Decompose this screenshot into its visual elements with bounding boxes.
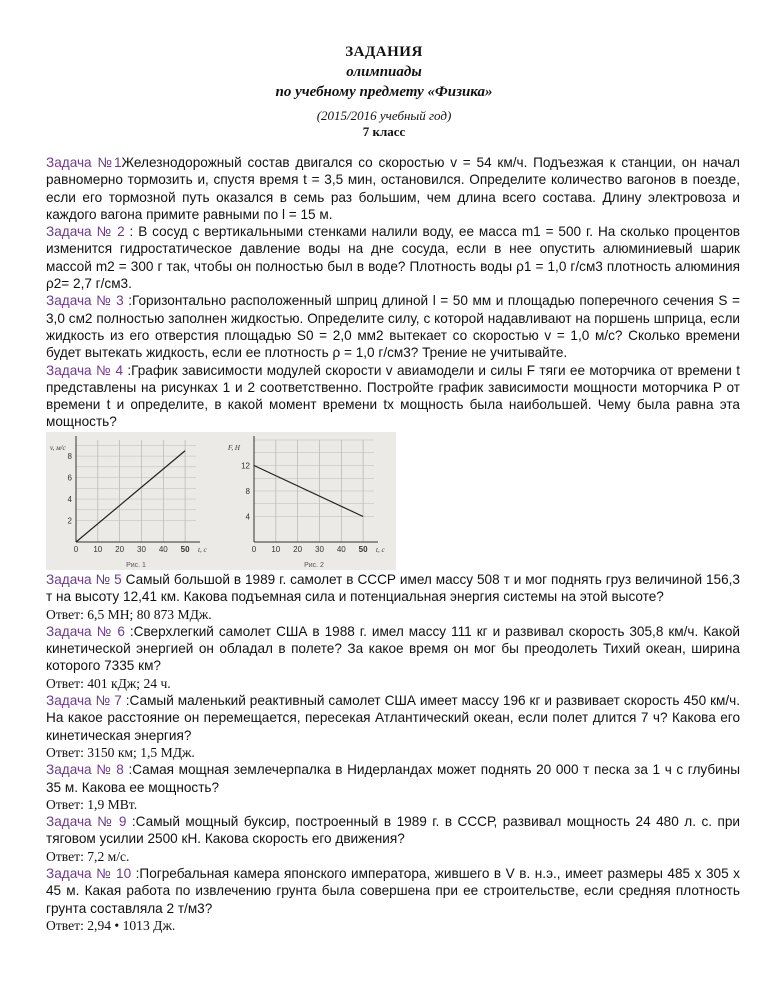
x-tick-label: 20 <box>293 545 303 554</box>
task-label: Задача № 8 <box>46 762 124 778</box>
task-3 <box>46 292 740 361</box>
figures-panel <box>46 432 396 570</box>
task-text: :Самый мощный буксир, построенный в 1989 г. в СССР, развивал мощность 24 480 л. с. при тяговом усилии 2500 кН. Какова скорость его движения? <box>46 814 741 847</box>
x-tick-label: 50 <box>358 545 368 554</box>
task-label: Задача № 4 <box>46 362 124 378</box>
y-tick-label: 4 <box>245 512 250 522</box>
task-label: Задача № 5 <box>46 572 122 587</box>
x-tick-label: 40 <box>158 545 168 554</box>
task-9 <box>46 813 740 848</box>
x-axis-label: t, с <box>376 546 385 554</box>
x-tick-label: 50 <box>180 545 190 554</box>
task-label: Задача №1 <box>46 155 122 170</box>
doc-year: (2015/2016 учебный год) <box>316 108 452 123</box>
task-answer: Ответ: 6,5 МН; 80 873 МДж. <box>46 606 212 622</box>
y-tick-label: 12 <box>241 461 250 471</box>
y-tick-label: 8 <box>245 487 250 496</box>
task-label: Задача № 9 <box>46 814 127 830</box>
task-label: Задача № 7 <box>46 693 122 709</box>
task-2 <box>46 223 740 292</box>
task-answer: Ответ: 1,9 МВт. <box>46 796 138 812</box>
y-tick-label: 4 <box>67 495 72 505</box>
x-axis-label: t, с <box>198 546 207 554</box>
figure-caption: Рис. 1 <box>126 562 146 569</box>
y-tick-label: 6 <box>67 473 72 483</box>
y-axis-label: v, м/с <box>50 444 66 452</box>
y-tick-label: 2 <box>67 516 72 526</box>
task-label: Задача № 6 <box>46 623 125 639</box>
x-tick-label: 10 <box>271 545 281 554</box>
x-tick-label: 10 <box>93 545 103 554</box>
x-tick-label: 0 <box>73 545 79 554</box>
task-text: Самый большой в 1989 г. самолет в СССР имел массу 508 т и мог поднять груз величиной 156,3 т на высоту 12,41 км. Какова подъемная сила и потенциальная энергия системы на этой высоте? <box>46 572 740 605</box>
tasks-block-2 <box>46 571 740 934</box>
doc-subject: по учебному предмету «Физика» <box>275 84 493 100</box>
x-tick-label: 30 <box>315 545 324 554</box>
task-label: Задача № 3 <box>46 293 124 309</box>
task-4 <box>46 362 740 431</box>
task-text: :Погребальная камера японского императора, жившего в V в. н.э., имеет размеры 485 х 305 х 45 м. Какая работа по извлечению грунта была совершена при ее строительстве, если средняя плотность грунта составляла 2 т/м3? <box>46 866 740 916</box>
x-tick-label: 40 <box>336 545 346 554</box>
task-text: :Самый маленький реактивный самолет США имеет массу 196 кг и развивает скорость 450 км/ч. На какое расстояние он перемещается, пересекая Атлантический океан, если полет длится 7 ч? Какова его кинетическая энергия? <box>46 693 740 743</box>
task-text: : В сосуд с вертикальными стенками налили воду, ее масса m1 = 500 г. На сколько процентов изменится гидростатическое давление воды на дне сосуда, если в нее опустить алюминиевый шарик массой m2 = 300 г так, чтобы он полностью был в воде? Плотность воды ρ1 = 1,0 г/см3 плотность алюминия ρ2= 2,7 г/см3. <box>46 224 740 292</box>
task-8 <box>46 761 740 796</box>
x-tick-label: 30 <box>137 545 146 554</box>
task-label: Задача № 10 <box>46 866 132 882</box>
series-line <box>76 451 185 542</box>
task-6 <box>46 623 740 675</box>
doc-title: ЗАДАНИЯ <box>345 44 423 60</box>
x-tick-label: 20 <box>115 545 125 554</box>
tasks-block-1 <box>46 154 740 431</box>
task-answer: Ответ: 7,2 м/с. <box>46 848 130 864</box>
charts-svg <box>46 432 396 570</box>
task-answer: Ответ: 3150 км; 1,5 МДж. <box>46 744 195 760</box>
y-tick-label: 8 <box>67 452 72 462</box>
task-text: Железнодорожный состав двигался со скоростью v = 54 км/ч. Подъезжая к станции, он начал равномерно тормозить и, спустя время t = 3,5 мин, остановился. Определите количество вагонов в поезде, если его тормозной путь оказался в семь раз большим, чем длина всего состава. Длину электровоза и каждого вагона примите равными по l = 15 м. <box>46 155 740 222</box>
task-label: Задача № 2 <box>46 224 125 240</box>
task-text: :График зависимости модулей скорости v авиамодели и силы F тяги ее моторчика от времени t представлены на рисунках 1 и 2 соответственно. Постройте график зависимости мощности моторчика P от времени t и определите, в какой момент времени tx мощность была наибольшей. Чему была равна эта мощность? <box>46 362 741 430</box>
doc-grade: 7 класс <box>362 124 406 139</box>
x-tick-label: 0 <box>251 545 257 554</box>
task-text: :Самая мощная землечерпалка в Нидерландах может поднять 20 000 т песка за 1 ч с глубины 35 м. Какова ее мощность? <box>46 762 740 795</box>
task-1 <box>46 154 740 223</box>
task-text: :Сверхлегкий самолет США в 1988 г. имел массу 111 кг и развивал скорость 305,8 км/ч. Какой кинетической энергией он обладал в полете? За какое время он мог бы преодолеть Тихий океан, ширина которого 7335 км? <box>46 623 740 674</box>
task-text: :Горизонтально расположенный шприц длиной l = 50 мм и площадью поперечного сечения S = 3,0 см2 полностью заполнен жидкостью. Определите силу, с которой надавливают на поршень шприца, если жидкость из его отверстия площадью S0 = 2,0 мм2 вытекает со скоростью v = 1,0 м/с? Сколько времени будет вытекать жидкость, если ее плотность ρ = 1,0 г/см3? Трение не учитывайте. <box>46 293 740 361</box>
task-answer: Ответ: 2,94 • 1013 Дж. <box>46 917 176 933</box>
task-5 <box>46 571 740 606</box>
task-answer: Ответ: 401 кДж; 24 ч. <box>46 675 171 691</box>
y-axis-label: F, Н <box>228 444 240 452</box>
task-7 <box>46 692 740 744</box>
task-10 <box>46 865 740 917</box>
doc-subtitle: олимпиады <box>346 64 422 80</box>
figure-caption: Рис. 2 <box>304 562 324 569</box>
